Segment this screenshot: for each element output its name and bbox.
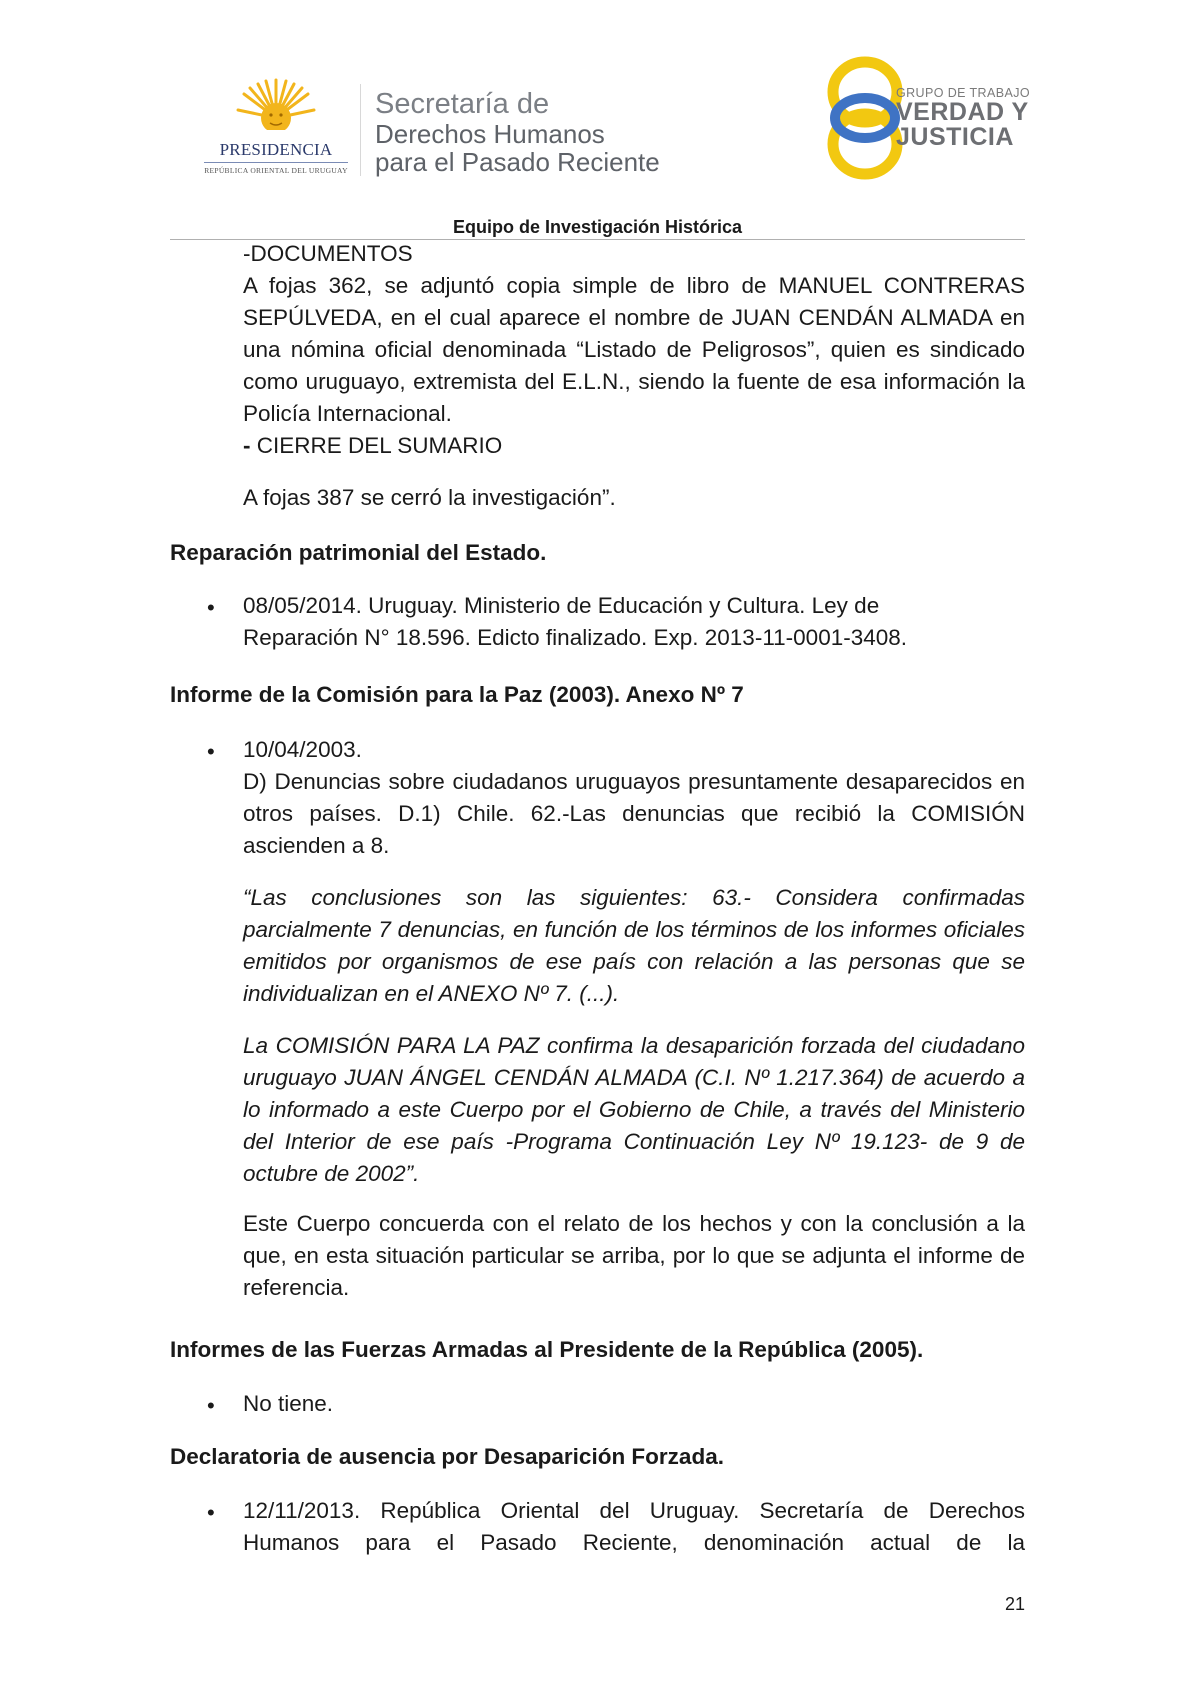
gt-line-3: JUSTICIA [896, 123, 1014, 151]
section-title-fuerzas-armadas: Informes de las Fuerzas Armadas al Presidente de la República (2005). [170, 1337, 924, 1362]
gt-line-2: VERDAD Y [896, 98, 1029, 126]
secretaria-line-3: para el Pasado Reciente [375, 147, 660, 177]
comision-paragraph-2: Este Cuerpo concuerda con el relato de los hechos y con la conclusión a la que, en esta situación particular se arriba, por lo que se adjunta el informe de referencia. [243, 1211, 1025, 1300]
presidencia-subtitle: REPÚBLICA ORIENTAL DEL URUGUAY [204, 166, 348, 175]
presidencia-name: PRESIDENCIA [219, 140, 333, 159]
bullet-reparacion: • [207, 595, 215, 620]
team-name: Equipo de Investigación Histórica [452, 217, 743, 237]
secretaria-logo-text [375, 88, 735, 176]
section-title-declaratoria: Declaratoria de ausencia por Desaparición Forzada. [170, 1444, 724, 1469]
presidencia-rule [204, 162, 348, 163]
comision-quote-2: La COMISIÓN PARA LA PAZ confirma la desaparición forzada del ciudadano uruguayo JUAN ÁNGEL CENDÁN ALMADA (C.I. Nº 1.217.364) de acuerdo a lo informado a este Cuerpo por el Gobierno de Chile, a través del Ministerio del Interior de ese país -Programa Continuación Ley Nº 19.123- de 9 de octubre de 2002”. [243, 1033, 1025, 1186]
documentos-paragraph: A fojas 362, se adjuntó copia simple de libro de MANUEL CONTRERAS SEPÚLVEDA, en el cual aparece el nombre de JUAN CENDÁN ALMADA en una nómina oficial denominada “Listado de Peligrosos”, quien es sindicado como uruguayo, extremista del E.L.N., siendo la fuente de esa información la Policía Internacional. [243, 273, 1025, 426]
cierre-dash: - [243, 433, 251, 458]
page-header [0, 0, 1190, 240]
section-title-reparacion: Reparación patrimonial del Estado. [170, 540, 547, 565]
secretaria-line-1: Secretaría de [375, 88, 550, 120]
documentos-heading: -DOCUMENTOS [243, 241, 413, 266]
comision-date: 10/04/2003. [243, 737, 362, 762]
cierre-paragraph: A fojas 387 se cerró la investigación”. [243, 485, 616, 510]
comision-paragraph-1: D) Denuncias sobre ciudadanos uruguayos presuntamente desaparecidos en otros países. D.1) Chile. 62.-Las denuncias que recibió la COMISIÓN ascienden a 8. [243, 769, 1025, 858]
bullet-comision: • [207, 739, 215, 764]
section-title-comision: Informe de la Comisión para la Paz (2003). Anexo Nº 7 [170, 682, 744, 707]
fuerzas-armadas-item: No tiene. [243, 1391, 334, 1416]
header-divider [360, 84, 361, 176]
cierre-text: CIERRE DEL SUMARIO [250, 433, 503, 458]
gt-line-1: GRUPO DE TRABAJO [896, 86, 1030, 100]
secretaria-line-2: Derechos Humanos [375, 119, 605, 149]
declaratoria-item: 12/11/2013. República Oriental del Uruguay. Secretaría de Derechos Humanos para el Pasado Reciente, denominación actual de la [243, 1498, 1025, 1555]
comision-quote-1: “Las conclusiones son las siguientes: 63.- Considera confirmadas parcialmente 7 denuncias, en función de los términos de los informes oficiales emitidos por organismos de ese país con relación a las personas que se individualizan en el ANEXO Nº 7. (...). [243, 885, 1025, 1006]
bullet-fuerzas-armadas: • [207, 1393, 215, 1418]
page-number: 21 [1004, 1594, 1025, 1614]
sun-emblem-icon [236, 78, 316, 136]
reparacion-item: 08/05/2014. Uruguay. Ministerio de Educación y Cultura. Ley de Reparación N° 18.596. Edicto finalizado. Exp. 2013-11-0001-3408. [243, 593, 908, 650]
presidencia-logo [196, 78, 356, 178]
bullet-declaratoria: • [207, 1500, 215, 1525]
cierre-heading [243, 430, 1025, 462]
verdad-justicia-logo-text [896, 86, 1036, 150]
